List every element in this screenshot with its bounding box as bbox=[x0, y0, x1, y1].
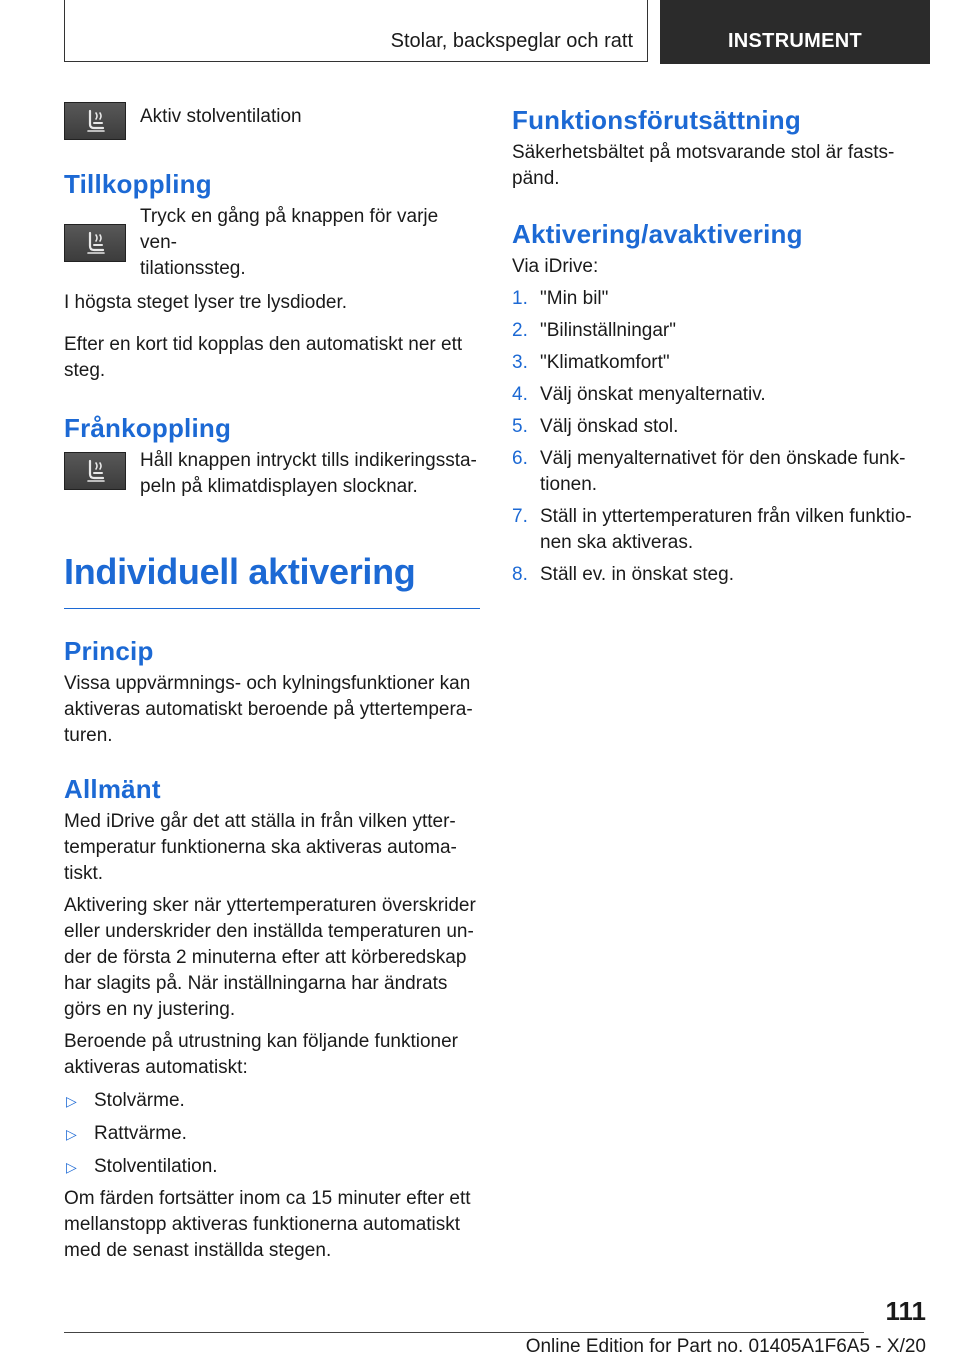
heading-princip: Princip bbox=[64, 636, 154, 666]
allmant-text-4: Om färden fortsätter inom ca 15 minuter efter ett mellanstopp aktiveras funktionerna automatiskt med de senast inställda stegen. bbox=[64, 1188, 471, 1261]
list-item: 4. Välj önskat menyalternativ. bbox=[512, 384, 766, 405]
chapter-title: INSTRUMENT bbox=[727, 30, 863, 52]
seat-ventilation-icon bbox=[64, 224, 126, 262]
list-item: 2. "Bilinställningar" bbox=[512, 320, 676, 341]
tillkoppling-instruction: Tryck en gång på knappen för varje ven- tilationssteg. bbox=[140, 206, 439, 279]
heading-frankoppling: Frånkoppling bbox=[64, 413, 232, 443]
list-item: 5. Välj önskad stol. bbox=[512, 416, 679, 437]
left-column bbox=[64, 100, 480, 1264]
list-item: 8. Ställ ev. in önskat steg. bbox=[512, 564, 734, 585]
via-idrive: Via iDrive: bbox=[512, 256, 599, 277]
heading-tillkoppling: Tillkoppling bbox=[64, 169, 212, 199]
chapter-tab bbox=[660, 0, 930, 64]
heading-individuell-aktivering: Individuell aktivering bbox=[64, 551, 416, 592]
page-number: 111 bbox=[885, 1296, 926, 1326]
allmant-text-3: Beroende på utrustning kan följande funktioner aktiveras automatiskt: bbox=[64, 1031, 458, 1078]
triangle-bullet-icon: ▷ bbox=[66, 1126, 77, 1142]
heading-rule bbox=[64, 608, 480, 609]
frankoppling-row bbox=[64, 448, 480, 500]
triangle-bullet-icon: ▷ bbox=[66, 1159, 77, 1175]
princip-text: Vissa uppvärmnings- och kylningsfunktioner kan aktiveras automatiskt beroende på yttertempera- turen. bbox=[64, 673, 473, 746]
footer-rule bbox=[64, 1332, 864, 1333]
edition-text: Online Edition for Part no. 01405A1F6A5 - X/20 bbox=[525, 1336, 926, 1357]
allmant-text-2: Aktivering sker när yttertemperaturen överskrider eller underskrider den inställda temperaturen un- der de första 2 minuterna efter att körberedskap har slagits på. När inställningarna har ändrats görs en ny justering. bbox=[64, 895, 476, 1020]
list-item: 1. "Min bil" bbox=[512, 288, 609, 309]
list-item: ▷ Rattvärme. bbox=[64, 1121, 480, 1147]
step-list bbox=[512, 286, 928, 588]
heading-funktionsforutsattning: Funktionsförutsättning bbox=[512, 105, 801, 135]
allmant-text-1: Med iDrive går det att ställa in från vilken ytter- temperatur funktionerna ska aktiveras automa- tiskt. bbox=[64, 811, 457, 884]
list-item: ▷ Stolventilation. bbox=[64, 1154, 480, 1180]
heading-allmant: Allmänt bbox=[64, 774, 161, 804]
right-column bbox=[512, 100, 928, 588]
active-ventilation-row bbox=[64, 100, 480, 140]
tillkoppling-text-1: I högsta steget lyser tre lysdioder. bbox=[64, 292, 348, 313]
seat-ventilation-icon bbox=[64, 102, 126, 140]
tillkoppling-text-2: Efter en kort tid kopplas den automatiskt ner ett steg. bbox=[64, 334, 463, 381]
frankoppling-instruction: Håll knappen intryckt tills indikeringssta- peln på klimatdisplayen slocknar. bbox=[140, 450, 477, 497]
section-title: Stolar, backspeglar och ratt bbox=[390, 30, 633, 52]
tillkoppling-row bbox=[64, 204, 480, 282]
funktion-text: Säkerhetsbältet på motsvarande stol är fasts- pänd. bbox=[512, 142, 895, 189]
section-tab bbox=[64, 0, 648, 62]
function-list bbox=[64, 1088, 480, 1180]
list-item: 7. Ställ in yttertemperaturen från vilken funktio- nen ska aktiveras. bbox=[512, 506, 912, 553]
list-item: 3. "Klimatkomfort" bbox=[512, 352, 670, 373]
list-item: 6. Välj menyalternativet för den önskade funk- tionen. bbox=[512, 448, 906, 495]
seat-ventilation-icon bbox=[64, 452, 126, 490]
page-header bbox=[64, 0, 930, 64]
triangle-bullet-icon: ▷ bbox=[66, 1093, 77, 1109]
active-ventilation-label: Aktiv stolventilation bbox=[140, 106, 302, 127]
heading-aktivering: Aktivering/avaktivering bbox=[512, 219, 803, 249]
list-item: ▷ Stolvärme. bbox=[64, 1088, 480, 1114]
